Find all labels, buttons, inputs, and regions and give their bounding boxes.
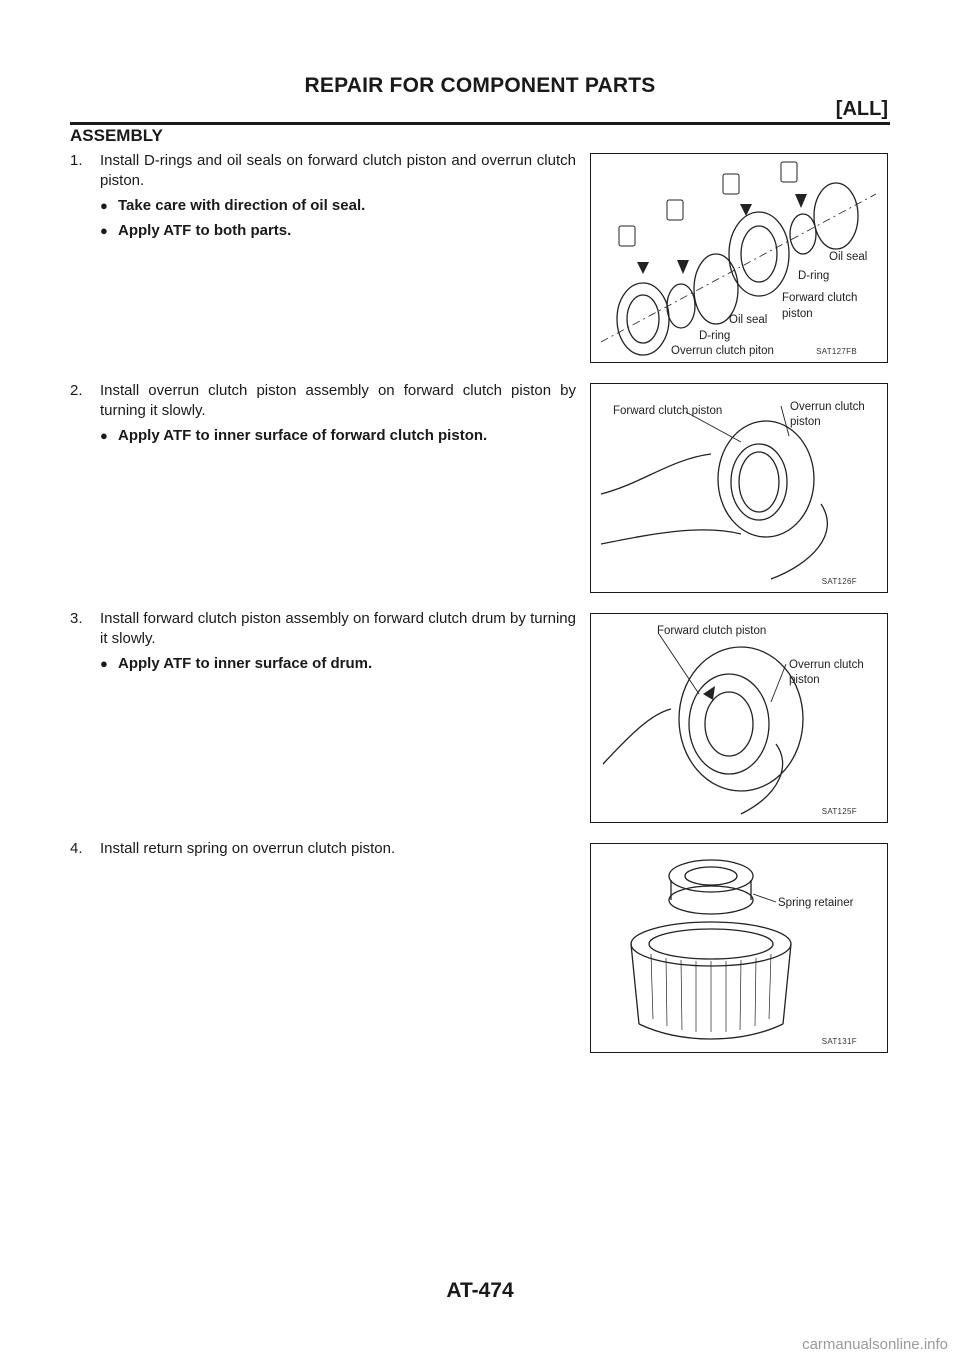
figure-return-spring [590,843,888,1053]
bullet-icon: ● [100,428,108,443]
grease-can-icon [667,200,683,220]
forward-piston-drawing [718,421,814,537]
bullet-text: Apply ATF to inner surface of forward clutch piston. [118,427,488,444]
bullet-item [100,196,576,216]
figure-overrun-install [590,383,888,593]
figure-forward-install [590,613,888,823]
bullet-icon: ● [100,198,108,213]
bullet-item [100,426,576,446]
section-title: ASSEMBLY [70,126,163,145]
figure-code: SAT126F [821,577,857,586]
step-number: 2. [70,382,83,399]
page-header-title: REPAIR FOR COMPONENT PARTS [304,74,656,97]
step-2 [70,381,576,446]
step-4 [70,839,576,859]
header-rule [70,122,890,125]
bullet-icon: ● [100,656,108,671]
label-overrun-clutch-piton: Overrun clutch piton [671,345,774,357]
atf-can-icon [619,226,635,246]
hand-drawing [601,454,711,494]
label-forward-clutch-piston: Forward clutch piston [657,625,767,637]
grease-can-icon [781,162,797,182]
forward-piston-drawing [689,674,769,774]
step-text: Install D-rings and oil seals on forward clutch piston and overrun clutch piston. [100,152,576,189]
hand-drawing [601,530,741,544]
label-spring-retainer: Spring retainer [778,897,854,909]
figure-code: SAT125F [821,807,857,816]
step-text: Install overrun clutch piston assembly on forward clutch piston by turning it slowly. [100,382,576,419]
header-scope-tag: [ALL] [835,98,888,120]
hand-drawing [771,504,827,579]
bullet-icon: ● [100,223,108,238]
return-spring-illustration [591,844,887,1052]
step-number: 3. [70,610,83,627]
bullet-text: Take care with direction of oil seal. [118,197,366,214]
step-3 [70,609,576,674]
label-overrun-clutch: Overrun clutch [789,659,864,671]
arrow-icon [677,260,689,274]
figure-code: SAT131F [821,1037,857,1046]
label-d-ring: D-ring [798,270,830,282]
d-ring-drawing [790,214,816,254]
page-number: AT-474 [446,1279,514,1302]
label-piston: piston [782,308,813,320]
label-forward-clutch: Forward clutch [782,292,858,304]
step-1 [70,151,576,241]
step-text: Install forward clutch piston assembly on forward clutch drum by turning it slowly. [100,610,576,647]
step-text: Install return spring on overrun clutch piston. [100,840,396,857]
label-oil-seal: Oil seal [829,251,868,263]
d-ring-drawing [667,284,695,328]
label-d-ring: D-ring [699,330,731,342]
bullet-text: Apply ATF to both parts. [118,222,292,239]
bullet-item [100,654,576,674]
label-piston: piston [790,416,821,428]
arrow-icon [637,262,649,274]
bullet-item [100,221,576,241]
step-number: 4. [70,840,83,857]
bullet-text: Apply ATF to inner surface of drum. [118,655,373,672]
label-forward-clutch-piston: Forward clutch piston [613,405,723,417]
label-oil-seal: Oil seal [729,314,768,326]
label-piston: piston [789,674,820,686]
figure-code: SAT127FB [816,347,857,356]
label-overrun-clutch: Overrun clutch [790,401,865,413]
atf-can-icon [723,174,739,194]
arrow-icon [703,686,715,700]
spring-retainer-drawing [669,860,753,892]
arrow-icon [795,194,807,208]
hand-drawing [603,709,671,764]
overrun-piston-drawing [617,283,669,355]
forward-piston-drawing [729,212,789,296]
step-number: 1. [70,152,83,169]
watermark: carmanualsonline.info [802,1336,948,1353]
oil-seal-drawing [814,183,858,249]
forward-install-illustration [591,614,887,822]
figure-piston-seals [590,153,888,363]
